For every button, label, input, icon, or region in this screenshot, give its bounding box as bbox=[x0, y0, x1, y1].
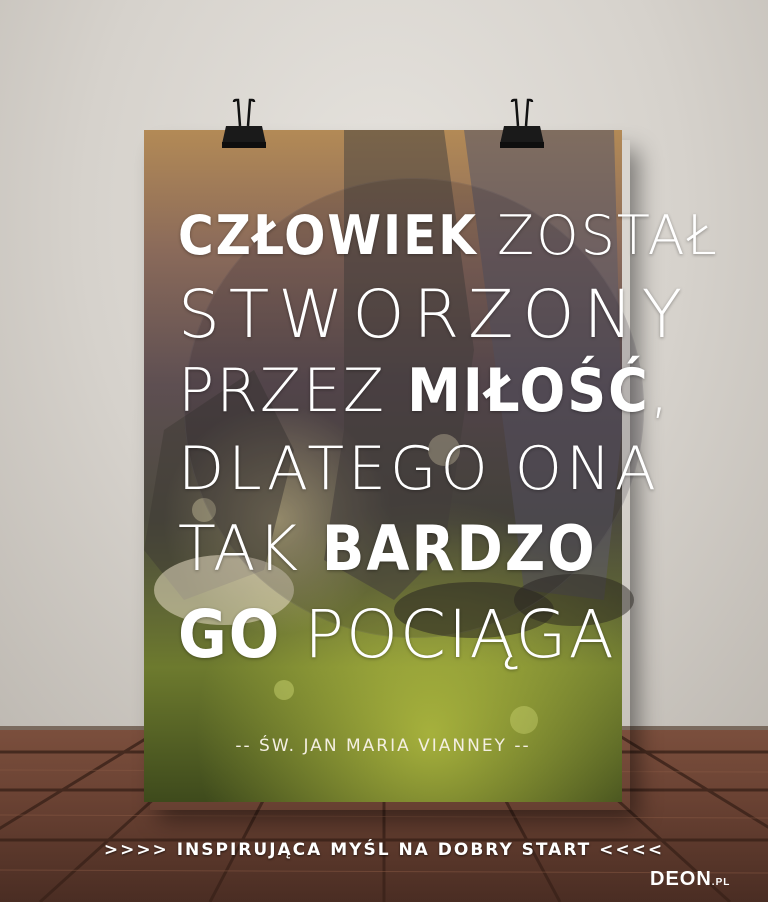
quote-line-3 bbox=[178, 356, 671, 426]
quote-word-thin: TAK bbox=[178, 512, 322, 585]
quote-word-thin: STWORZONY bbox=[178, 276, 692, 353]
quote-word-bold: BARDZO bbox=[321, 512, 597, 585]
quote-word-thin: DLATEGO ONA bbox=[178, 434, 660, 504]
binder-clip-icon bbox=[222, 100, 266, 150]
quote-punctuation: , bbox=[649, 356, 671, 426]
quote-author: -- ŚW. JAN MARIA VIANNEY -- bbox=[235, 736, 531, 756]
binder-clip-icon bbox=[500, 100, 544, 150]
logo-suffix: .PL bbox=[711, 877, 731, 888]
quote-word-thin: PRZEZ bbox=[178, 356, 408, 426]
deon-logo bbox=[650, 868, 730, 891]
quote-word-bold: CZŁOWIEK bbox=[178, 204, 478, 267]
quote-word-thin: POCIĄGA bbox=[281, 596, 616, 673]
quote-word-thin: ZOSTAŁ bbox=[477, 204, 719, 267]
quote-line-1 bbox=[178, 204, 719, 267]
quote-line-2 bbox=[178, 276, 691, 353]
tagline: >>>> INSPIRUJĄCA MYŚL NA DOBRY START <<<< bbox=[103, 840, 665, 860]
quote-word-bold: MIŁOŚĆ bbox=[407, 356, 650, 426]
quote-line-5 bbox=[178, 512, 597, 585]
quote-line-6 bbox=[178, 596, 616, 673]
quote-word-bold: GO bbox=[178, 596, 282, 673]
poster bbox=[144, 130, 719, 802]
quote-line-4 bbox=[178, 434, 660, 504]
logo-text: DEON bbox=[650, 868, 712, 890]
